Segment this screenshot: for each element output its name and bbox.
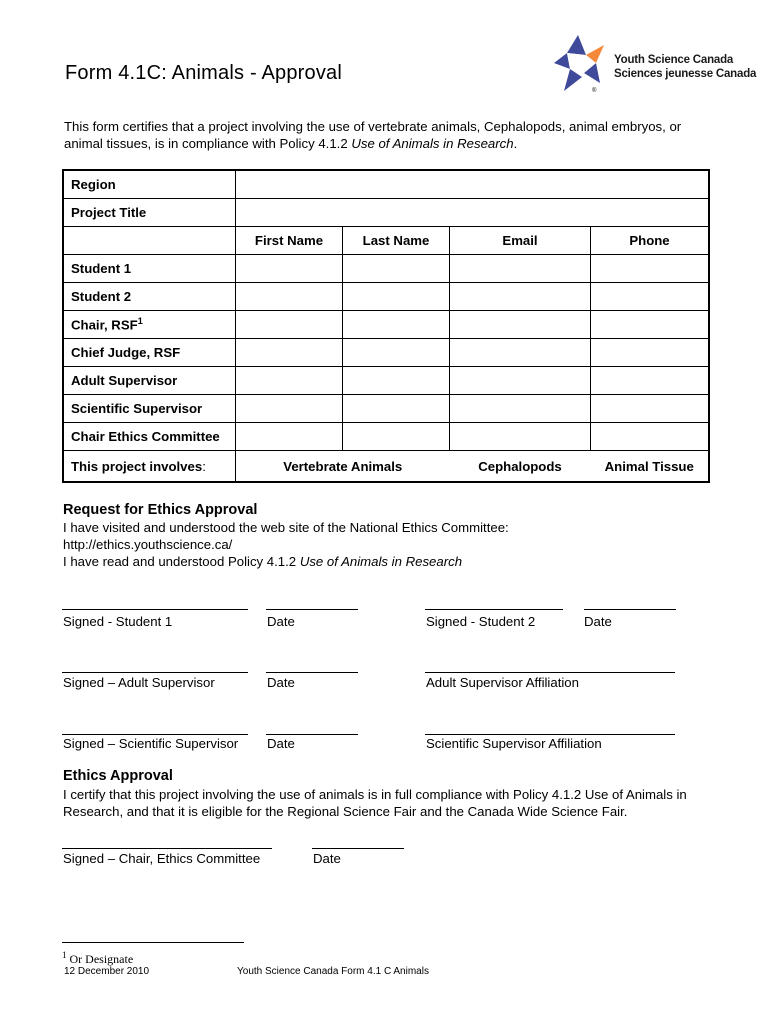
- footnote-ref: 1: [137, 316, 143, 327]
- adult-supervisor-email[interactable]: [450, 367, 591, 395]
- option-animal-tissue[interactable]: Animal Tissue: [591, 451, 710, 483]
- intro-text: This form certifies that a project involving the use of vertebrate animals, Cephalopods, animal embryos, or animal tissues, is in compliance with Policy 4.1.2: [64, 119, 682, 151]
- ethics-approval-heading: Ethics Approval: [63, 768, 173, 784]
- chair-ethics-last-name[interactable]: [343, 423, 450, 451]
- row-label-chief-judge: Chief Judge, RSF: [63, 339, 236, 367]
- student-1-date-label: Date: [267, 614, 295, 629]
- scientific-supervisor-date-line[interactable]: [266, 734, 358, 735]
- intro-policy-title: Use of Animals in Research: [351, 136, 514, 151]
- page-title: Form 4.1C: Animals - Approval: [65, 62, 343, 84]
- row-label-chair-ethics: Chair Ethics Committee: [63, 423, 236, 451]
- student-2-phone[interactable]: [591, 283, 710, 311]
- project-title-label: Project Title: [63, 199, 236, 227]
- logo-text: [614, 53, 756, 81]
- column-first-name: First Name: [236, 227, 343, 255]
- adult-supervisor-signature-label: Signed – Adult Supervisor: [63, 675, 215, 690]
- ethics-approval-paragraph: I certify that this project involving the use of animals is in full compliance with Policy 4.1.2 Use of Animals in Research, and that it is eligible for the Regional Science Fair and the Canada Wide Science Fair.: [63, 787, 687, 819]
- chair-rsf-phone[interactable]: [591, 311, 710, 339]
- student-2-signature-line[interactable]: [425, 609, 563, 610]
- request-policy-title: Use of Animals in Research: [299, 554, 463, 569]
- adult-supervisor-affiliation-label: Adult Supervisor Affiliation: [426, 675, 579, 690]
- request-line-2: http://ethics.youthscience.ca/: [63, 537, 233, 552]
- logo-line-1: Youth Science Canada: [614, 54, 734, 66]
- intro-period: .: [513, 136, 518, 151]
- adult-supervisor-signature-line[interactable]: [62, 672, 248, 673]
- scientific-supervisor-last-name[interactable]: [343, 395, 450, 423]
- request-line-3: [63, 553, 713, 570]
- student-2-first-name[interactable]: [236, 283, 343, 311]
- student-1-first-name[interactable]: [236, 255, 343, 283]
- option-vertebrate-animals[interactable]: Vertebrate Animals: [236, 451, 450, 483]
- adult-supervisor-phone[interactable]: [591, 367, 710, 395]
- chair-ethics-date-line[interactable]: [312, 848, 404, 849]
- chief-judge-email[interactable]: [450, 339, 591, 367]
- chair-rsf-last-name[interactable]: [343, 311, 450, 339]
- adult-supervisor-last-name[interactable]: [343, 367, 450, 395]
- chair-ethics-first-name[interactable]: [236, 423, 343, 451]
- student-1-signature-label: Signed - Student 1: [63, 614, 173, 629]
- chair-ethics-signature-line[interactable]: [62, 848, 272, 849]
- student-2-last-name[interactable]: [343, 283, 450, 311]
- row-label-student-1: Student 1: [63, 255, 236, 283]
- scientific-supervisor-affiliation-label: Scientific Supervisor Affiliation: [426, 736, 602, 751]
- column-last-name: Last Name: [343, 227, 450, 255]
- student-1-email[interactable]: [450, 255, 591, 283]
- row-label-student-2: Student 2: [63, 283, 236, 311]
- star-icon: [554, 35, 604, 91]
- scientific-supervisor-phone[interactable]: [591, 395, 710, 423]
- student-2-email[interactable]: [450, 283, 591, 311]
- request-line-3-text: I have read and understood Policy 4.1.2: [63, 554, 300, 569]
- chair-ethics-phone[interactable]: [591, 423, 710, 451]
- participant-table: [62, 169, 710, 483]
- chair-rsf-email[interactable]: [450, 311, 591, 339]
- chair-ethics-signature-label: Signed – Chair, Ethics Committee: [63, 851, 261, 866]
- footnote-number: 1: [62, 950, 67, 960]
- footnote: [62, 950, 133, 967]
- footer-date: 12 December 2010: [64, 966, 150, 977]
- row-label-adult-supervisor: Adult Supervisor: [63, 367, 236, 395]
- request-paragraph: [63, 519, 713, 570]
- adult-supervisor-date-label: Date: [267, 675, 295, 690]
- region-field[interactable]: [236, 170, 710, 199]
- chief-judge-phone[interactable]: [591, 339, 710, 367]
- adult-supervisor-first-name[interactable]: [236, 367, 343, 395]
- request-line-1: I have visited and understood the web site of the National Ethics Committee:: [63, 520, 509, 535]
- chief-judge-last-name[interactable]: [343, 339, 450, 367]
- student-1-phone[interactable]: [591, 255, 710, 283]
- involves-colon: :: [202, 458, 206, 474]
- column-phone: Phone: [591, 227, 710, 255]
- footnote-text: Or Designate: [66, 952, 134, 966]
- involves-text: This project involves: [71, 458, 203, 474]
- chair-ethics-date-label: Date: [313, 851, 341, 866]
- chair-rsf-first-name[interactable]: [236, 311, 343, 339]
- scientific-supervisor-signature-line[interactable]: [62, 734, 248, 735]
- project-title-field[interactable]: [236, 199, 710, 227]
- involves-label: [63, 451, 236, 483]
- student-2-date-line[interactable]: [584, 609, 676, 610]
- adult-supervisor-affiliation-line[interactable]: [425, 672, 675, 673]
- chair-ethics-email[interactable]: [450, 423, 591, 451]
- header-blank: [63, 227, 236, 255]
- chair-rsf-text: Chair, RSF: [71, 317, 138, 333]
- footer-form-name: Youth Science Canada Form 4.1 C Animals: [237, 966, 429, 977]
- region-label: Region: [63, 170, 236, 199]
- scientific-supervisor-signature-label: Signed – Scientific Supervisor: [63, 736, 239, 751]
- footnote-divider: [62, 942, 244, 943]
- column-email: Email: [450, 227, 591, 255]
- student-2-date-label: Date: [584, 614, 612, 629]
- scientific-supervisor-email[interactable]: [450, 395, 591, 423]
- request-heading: Request for Ethics Approval: [63, 502, 258, 518]
- row-label-scientific-supervisor: Scientific Supervisor: [63, 395, 236, 423]
- student-1-date-line[interactable]: [266, 609, 358, 610]
- student-1-last-name[interactable]: [343, 255, 450, 283]
- registered-mark: ®: [592, 88, 597, 94]
- adult-supervisor-date-line[interactable]: [266, 672, 358, 673]
- row-label-chair-rsf: [63, 311, 236, 339]
- logo-line-2: Sciences jeunesse Canada: [614, 68, 757, 80]
- student-1-signature-line[interactable]: [62, 609, 248, 610]
- intro-paragraph: [64, 118, 714, 152]
- scientific-supervisor-date-label: Date: [267, 736, 295, 751]
- student-2-signature-label: Signed - Student 2: [426, 614, 536, 629]
- scientific-supervisor-affiliation-line[interactable]: [425, 734, 675, 735]
- scientific-supervisor-first-name[interactable]: [236, 395, 343, 423]
- option-cephalopods[interactable]: Cephalopods: [450, 451, 591, 483]
- chief-judge-first-name[interactable]: [236, 339, 343, 367]
